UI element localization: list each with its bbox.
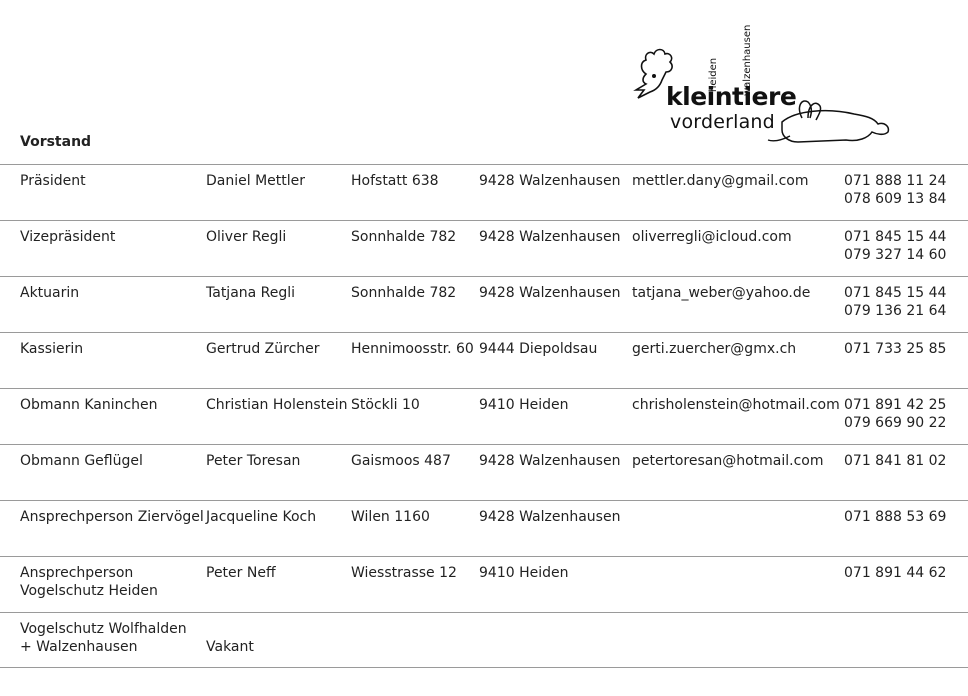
name-cell [206,620,254,656]
logo-wordmark: kleintiere [666,82,797,111]
phone-cell-line: 071 841 81 02 [844,453,947,469]
phone-cell [844,172,946,208]
name-cell [206,228,286,246]
city-cell: 9428 Walzenhausen [479,285,621,301]
role-cell-line: Vizepräsident [20,229,116,245]
role-cell-line: Vogelschutz Heiden [20,583,158,599]
logo-subtitle: vorderland [670,111,775,133]
name-cell-line: Vakant [206,639,254,655]
role-cell-line: Kassierin [20,341,84,357]
club-logo [632,18,894,150]
table-row [0,388,968,444]
name-cell-line: Christian Holenstein [206,397,348,413]
name-cell-line: Daniel Mettler [206,173,306,189]
phone-cell-line: 071 733 25 85 [844,341,947,357]
phone-cell [844,228,946,264]
city-cell: 9444 Diepoldsau [479,341,598,357]
phone-cell-line: 079 327 14 60 [844,247,947,263]
address-cell: Wilen 1160 [351,509,430,525]
table-row [0,556,968,612]
phone-cell-line: 071 888 11 24 [844,173,947,189]
phone-cell-line: 071 845 15 44 [844,285,947,301]
role-cell-line: Ansprechperson [20,565,134,581]
name-cell [206,508,316,526]
logo-vertical-walzenhausen: walzenhausen [742,24,753,96]
address-cell: Gaismoos 487 [351,453,451,469]
table-row [0,612,968,668]
table-row [0,220,968,276]
table-row [0,332,968,388]
name-cell [206,396,348,414]
phone-cell-line: 079 669 90 22 [844,415,947,431]
address-cell: Wiesstrasse 12 [351,565,457,581]
name-cell [206,284,295,302]
phone-cell-line: 079 136 21 64 [844,303,947,319]
phone-cell-line: 078 609 13 84 [844,191,947,207]
email-cell[interactable]: petertoresan@hotmail.com [632,453,824,469]
phone-cell [844,340,946,358]
table-row [0,444,968,500]
email-cell[interactable]: oliverregli@icloud.com [632,229,792,245]
name-cell-line: Peter Toresan [206,453,301,469]
role-cell [20,508,204,526]
table-row [0,276,968,332]
role-cell [20,172,86,190]
name-cell-line: Tatjana Regli [206,285,296,301]
city-cell: 9428 Walzenhausen [479,453,621,469]
city-cell: 9428 Walzenhausen [479,173,621,189]
role-cell [20,620,187,656]
name-cell-line: Peter Neff [206,565,276,581]
city-cell: 9428 Walzenhausen [479,229,621,245]
phone-cell [844,508,946,526]
name-cell-line: Oliver Regli [206,229,287,245]
phone-cell-line: 071 891 42 25 [844,397,947,413]
role-cell [20,340,83,358]
email-cell[interactable]: gerti.zuercher@gmx.ch [632,341,797,357]
role-cell-line: Obmann Kaninchen [20,397,158,413]
role-cell-line: Vogelschutz Wolfhalden [20,621,187,637]
phone-cell [844,396,946,432]
phone-cell [844,564,946,582]
city-cell: 9428 Walzenhausen [479,509,621,525]
table-row [0,500,968,556]
name-cell [206,452,300,470]
name-cell-line [206,620,254,638]
email-cell[interactable]: mettler.dany@gmail.com [632,173,809,189]
name-cell [206,172,305,190]
role-cell [20,228,115,246]
email-cell[interactable]: tatjana_weber@yahoo.de [632,285,811,301]
phone-cell [844,452,946,470]
phone-cell-line: 071 845 15 44 [844,229,947,245]
phone-cell [844,284,946,320]
email-cell[interactable]: chrisholenstein@hotmail.com [632,397,840,413]
role-cell [20,284,79,302]
logo-vertical-heiden: heiden [708,57,719,92]
role-cell [20,396,158,414]
name-cell-line: Jacqueline Koch [206,509,317,525]
address-cell: Sonnhalde 782 [351,229,457,245]
phone-cell-line: 071 891 44 62 [844,565,947,581]
role-cell-line: Ansprechperson Ziervögel [20,509,204,525]
role-cell [20,564,158,600]
section-heading: Vorstand [20,134,92,150]
name-cell [206,340,320,358]
role-cell [20,452,143,470]
role-cell-line: Präsident [20,173,86,189]
role-cell-line: Aktuarin [20,285,80,301]
board-members-table [0,164,968,668]
role-cell-line: Obmann Geflügel [20,453,143,469]
address-cell: Hofstatt 638 [351,173,439,189]
city-cell: 9410 Heiden [479,565,569,581]
name-cell-line: Gertrud Zürcher [206,341,320,357]
address-cell: Hennimoosstr. 60 [351,341,474,357]
address-cell: Stöckli 10 [351,397,420,413]
phone-cell-line: 071 888 53 69 [844,509,947,525]
address-cell: Sonnhalde 782 [351,285,457,301]
table-row [0,164,968,220]
name-cell [206,564,276,582]
role-cell-line: + Walzenhausen [20,639,138,655]
city-cell: 9410 Heiden [479,397,569,413]
